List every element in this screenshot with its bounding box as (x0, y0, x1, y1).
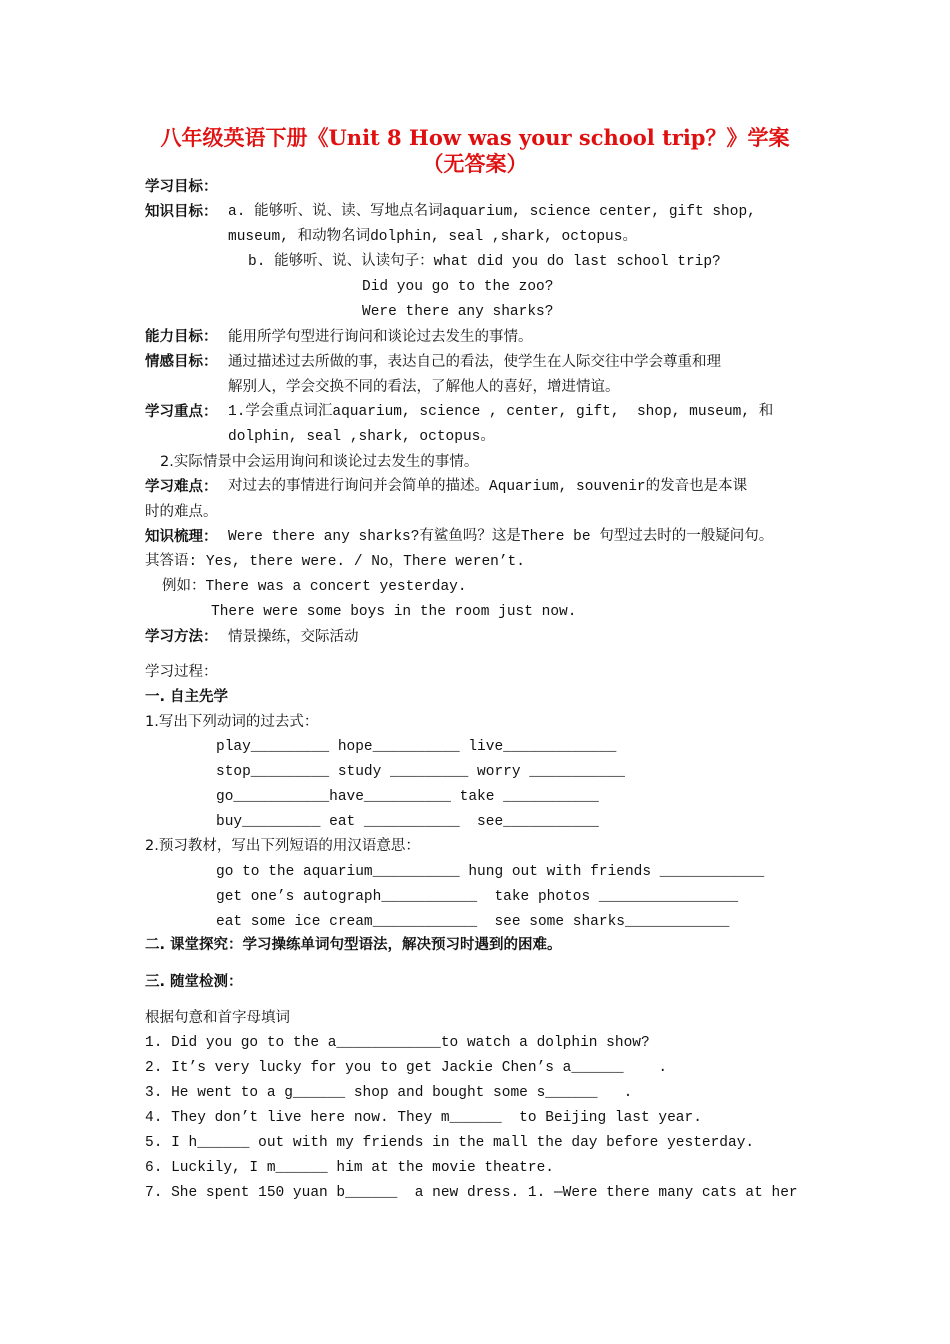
emotion-goal-line-1: 通过描述过去所做的事，表达自己的看法，使学生在人际交往中学会尊重和理 (228, 354, 721, 370)
difficulties-line-1: 对过去的事情进行询问并会简单的描述。Aquarium, souvenir的发音也是本课 (228, 479, 748, 495)
section-3-heading: 三. 随堂检测： (145, 974, 243, 990)
section-2-heading: 二. 课堂探究：学习操练单词句型语法，解决预习时遇到的困难。 (145, 937, 562, 953)
exercise-2-instruction: 2.预习教材，写出下列短语的用汉语意思： (145, 838, 420, 854)
knowledge-goal-line-1: a. 能够听、说、读、写地点名词aquarium, science center, gift shop, (228, 204, 756, 220)
fill-in-instruction: 根据句意和首字母填词 (145, 1010, 290, 1026)
knowledge-goal-line-4: Did you go to the zoo? (362, 279, 554, 295)
knowledge-goal-line-5: Were there any sharks? (362, 304, 554, 320)
section-heading-goals: 学习目标： (145, 179, 218, 195)
question-3: 3. He went to a g______ shop and bought some s______ . (145, 1085, 633, 1101)
difficulties-line-2: 时的难点。 (145, 504, 218, 520)
methods-text: 情景操练，交际活动 (228, 629, 359, 645)
key-points-line-3: 2.实际情景中会运用询问和谈论过去发生的事情。 (160, 454, 479, 470)
exercise-2-row-3: eat some ice cream____________ see some sharks____________ (216, 914, 730, 930)
exercise-1-row-4: buy_________ eat ___________ see___________ (216, 814, 599, 830)
exercise-1-row-2: stop_________ study _________ worry ___________ (216, 764, 625, 780)
learning-process-heading: 学习过程： (145, 664, 218, 680)
question-2: 2. It’s very lucky for you to get Jackie Chen’s a______ . (145, 1060, 668, 1076)
question-4: 4. They don’t live here now. They m______ to Beijing last year. (145, 1110, 702, 1126)
exercise-1-instruction: 1.写出下列动词的过去式： (145, 714, 319, 730)
label-ability-goal: 能力目标： (145, 329, 218, 345)
exercise-2-row-1: go to the aquarium__________ hung out with friends ____________ (216, 864, 765, 880)
exercise-1-row-3: go___________have__________ take ___________ (216, 789, 599, 805)
question-1: 1. Did you go to the a____________to watch a dolphin show? (145, 1035, 650, 1051)
section-1-heading: 一. 自主先学 (145, 689, 229, 705)
knowledge-goal-line-2: museum, 和动物名词dolphin, seal ,shark, octopus。 (228, 229, 637, 245)
label-emotion-goal: 情感目标： (145, 354, 218, 370)
emotion-goal-line-2: 解别人，学会交换不同的看法，了解他人的喜好，增进情谊。 (228, 379, 620, 395)
label-key-points: 学习重点： (145, 404, 218, 420)
label-difficulties: 学习难点： (145, 479, 218, 495)
exercise-1-row-1: play_________ hope__________ live_____________ (216, 739, 617, 755)
knowledge-summary-line-2: 其答语: Yes, there were. / No，There weren’t. (145, 554, 525, 570)
label-methods: 学习方法： (145, 629, 218, 645)
document-title: 八年级英语下册《Unit 8 How was your school trip？》学案（无答案） (160, 125, 790, 176)
example-line-2: There were some boys in the room just now. (211, 604, 577, 620)
key-points-line-2: dolphin, seal ,shark, octopus。 (228, 429, 495, 445)
example-line-1: 例如：There was a concert yesterday. (162, 579, 467, 595)
question-6: 6. Luckily, I m______ him at the movie theatre. (145, 1160, 554, 1176)
knowledge-goal-line-3: b. 能够听、说、认读句子：what did you do last school trip? (248, 254, 721, 270)
key-points-line-1: 1.学会重点词汇aquarium, science , center, gift, shop, museum, 和 (228, 404, 774, 420)
question-7: 7. She spent 150 yuan b______ a new dress. 1. —Were there many cats at her (145, 1185, 798, 1201)
exercise-2-row-2: get one’s autograph___________ take photos ________________ (216, 889, 739, 905)
question-5: 5. I h______ out with my friends in the mall the day before yesterday. (145, 1135, 755, 1151)
ability-goal-text: 能用所学句型进行询问和谈论过去发生的事情。 (228, 329, 533, 345)
label-knowledge-summary: 知识梳理： (145, 529, 218, 545)
knowledge-summary-line-1: Were there any sharks?有鲨鱼吗？这是There be 句型过去时的一般疑问句。 (228, 529, 774, 545)
label-knowledge-goal: 知识目标： (145, 204, 218, 220)
